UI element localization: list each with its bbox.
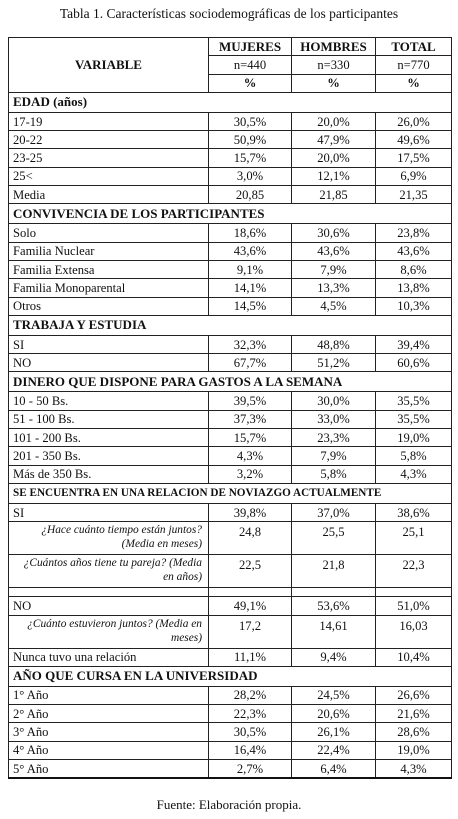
demographics-table xyxy=(8,37,452,779)
value-mujeres: 3,2% xyxy=(209,465,292,483)
row-label: Familia Extensa xyxy=(9,260,209,278)
value-mujeres: 43,6% xyxy=(209,242,292,260)
table-body xyxy=(9,92,452,778)
value-hombres: 25,5 xyxy=(292,522,376,555)
value-total: 23,8% xyxy=(376,224,452,242)
table-caption: Tabla 1. Características sociodemográficas de los participantes xyxy=(59,6,399,21)
row-label: 2° Año xyxy=(9,705,209,723)
row-label: Familia Monoparental xyxy=(9,279,209,297)
column-header-total: TOTAL xyxy=(376,38,452,56)
row-label: 4° Año xyxy=(9,741,209,759)
section-title: AÑO QUE CURSA EN LA UNIVERSIDAD xyxy=(9,666,452,686)
value-total: 38,6% xyxy=(376,503,452,521)
value-total: 16,03 xyxy=(376,615,452,648)
table-row xyxy=(9,410,452,428)
value-hombres: 47,9% xyxy=(292,131,376,149)
value-total: 21,6% xyxy=(376,705,452,723)
value-total: 35,5% xyxy=(376,410,452,428)
column-header-hombres: HOMBRES xyxy=(292,38,376,56)
value-total: 4,3% xyxy=(376,760,452,779)
value-total: 6,9% xyxy=(376,167,452,185)
row-label: 25< xyxy=(9,167,209,185)
value-hombres: 21,85 xyxy=(292,186,376,204)
value-hombres: 30,0% xyxy=(292,392,376,410)
value-mujeres: 4,3% xyxy=(209,447,292,465)
row-label: 101 - 200 Bs. xyxy=(9,429,209,447)
value-hombres: 5,8% xyxy=(292,465,376,483)
value-hombres: 14,61 xyxy=(292,615,376,648)
row-label: 1° Año xyxy=(9,686,209,704)
table-row xyxy=(9,465,452,483)
section-header-row xyxy=(9,666,452,686)
value-hombres: 51,2% xyxy=(292,354,376,372)
table-footer: Fuente: Elaboración propia. xyxy=(156,797,302,812)
value-total: 10,4% xyxy=(376,648,452,666)
value-total: 43,6% xyxy=(376,242,452,260)
value-total: 26,0% xyxy=(376,112,452,130)
value-hombres: 53,6% xyxy=(292,597,376,615)
value-total: 49,6% xyxy=(376,131,452,149)
row-label: SI xyxy=(9,503,209,521)
value-mujeres: 17,2 xyxy=(209,615,292,648)
sample-size-mujeres: n=440 xyxy=(209,56,292,74)
value-total: 60,6% xyxy=(376,354,452,372)
value-mujeres: 37,3% xyxy=(209,410,292,428)
value-mujeres: 30,5% xyxy=(209,723,292,741)
value-mujeres: 24,8 xyxy=(209,522,292,555)
unit-mujeres: % xyxy=(209,74,292,92)
value-hombres: 48,8% xyxy=(292,335,376,353)
table-row xyxy=(9,522,452,555)
section-header-row xyxy=(9,315,452,335)
value-total: 26,6% xyxy=(376,686,452,704)
row-label: SI xyxy=(9,335,209,353)
row-sublabel: ¿Cuántos años tiene tu pareja? (Media en años) xyxy=(9,555,209,588)
value-mujeres: 28,2% xyxy=(209,686,292,704)
table-row xyxy=(9,705,452,723)
row-label: 3° Año xyxy=(9,723,209,741)
value-total: 19,0% xyxy=(376,429,452,447)
table-row xyxy=(9,335,452,353)
value-hombres: 6,4% xyxy=(292,760,376,779)
value-hombres: 24,5% xyxy=(292,686,376,704)
value-hombres: 12,1% xyxy=(292,167,376,185)
value-mujeres: 2,7% xyxy=(209,760,292,779)
value-total: 5,8% xyxy=(376,447,452,465)
row-sublabel: ¿Hace cuánto tiempo están juntos? (Media en meses) xyxy=(9,522,209,555)
row-label: Nunca tuvo una relación xyxy=(9,648,209,666)
row-label: 20-22 xyxy=(9,131,209,149)
value-hombres: 33,0% xyxy=(292,410,376,428)
value-mujeres: 3,0% xyxy=(209,167,292,185)
section-title: TRABAJA Y ESTUDIA xyxy=(9,315,452,335)
value-hombres: 7,9% xyxy=(292,447,376,465)
value-total: 22,3 xyxy=(376,555,452,588)
value-hombres: 4,5% xyxy=(292,297,376,315)
sample-size-hombres: n=330 xyxy=(292,56,376,74)
table-row xyxy=(9,167,452,185)
table-row xyxy=(9,741,452,759)
value-total: 13,8% xyxy=(376,279,452,297)
value-total: 28,6% xyxy=(376,723,452,741)
table-row xyxy=(9,447,452,465)
value-mujeres: 49,1% xyxy=(209,597,292,615)
row-label: 23-25 xyxy=(9,149,209,167)
column-header-mujeres: MUJERES xyxy=(209,38,292,56)
spacer-cell xyxy=(9,588,209,597)
table-row xyxy=(9,297,452,315)
value-mujeres: 15,7% xyxy=(209,149,292,167)
table-row xyxy=(9,429,452,447)
value-mujeres: 18,6% xyxy=(209,224,292,242)
value-mujeres: 14,1% xyxy=(209,279,292,297)
value-hombres: 20,0% xyxy=(292,112,376,130)
value-hombres: 37,0% xyxy=(292,503,376,521)
value-hombres: 23,3% xyxy=(292,429,376,447)
row-label: 201 - 350 Bs. xyxy=(9,447,209,465)
value-hombres: 43,6% xyxy=(292,242,376,260)
value-mujeres: 50,9% xyxy=(209,131,292,149)
section-title: EDAD (años) xyxy=(9,92,452,112)
spacer-cell xyxy=(292,588,376,597)
value-mujeres: 20,85 xyxy=(209,186,292,204)
value-mujeres: 39,8% xyxy=(209,503,292,521)
value-hombres: 13,3% xyxy=(292,279,376,297)
table-row xyxy=(9,354,452,372)
section-title: SE ENCUENTRA EN UNA RELACION DE NOVIAZGO ACTUALMENTE xyxy=(9,483,452,503)
table-row xyxy=(9,392,452,410)
value-total: 51,0% xyxy=(376,597,452,615)
spacer-cell xyxy=(209,588,292,597)
table-row xyxy=(9,242,452,260)
section-header-row xyxy=(9,204,452,224)
table-row xyxy=(9,615,452,648)
value-total: 4,3% xyxy=(376,465,452,483)
row-sublabel: ¿Cuánto estuvieron juntos? (Media en meses) xyxy=(9,615,209,648)
row-label: Familia Nuclear xyxy=(9,242,209,260)
table-row xyxy=(9,149,452,167)
sample-size-total: n=770 xyxy=(376,56,452,74)
value-hombres: 26,1% xyxy=(292,723,376,741)
unit-hombres: % xyxy=(292,74,376,92)
value-total: 17,5% xyxy=(376,149,452,167)
section-title: CONVIVENCIA DE LOS PARTICIPANTES xyxy=(9,204,452,224)
value-hombres: 21,8 xyxy=(292,555,376,588)
value-hombres: 20,6% xyxy=(292,705,376,723)
row-label: Media xyxy=(9,186,209,204)
value-mujeres: 32,3% xyxy=(209,335,292,353)
table-row xyxy=(9,648,452,666)
value-total: 39,4% xyxy=(376,335,452,353)
value-mujeres: 22,3% xyxy=(209,705,292,723)
table-row xyxy=(9,224,452,242)
value-mujeres: 67,7% xyxy=(209,354,292,372)
value-total: 10,3% xyxy=(376,297,452,315)
value-total: 25,1 xyxy=(376,522,452,555)
value-total: 8,6% xyxy=(376,260,452,278)
value-hombres: 30,6% xyxy=(292,224,376,242)
table-row xyxy=(9,131,452,149)
value-mujeres: 16,4% xyxy=(209,741,292,759)
value-hombres: 20,0% xyxy=(292,149,376,167)
table-row xyxy=(9,555,452,588)
row-label: Más de 350 Bs. xyxy=(9,465,209,483)
table-row xyxy=(9,723,452,741)
value-mujeres: 22,5 xyxy=(209,555,292,588)
section-title: DINERO QUE DISPONE PARA GASTOS A LA SEMANA xyxy=(9,372,452,392)
value-mujeres: 9,1% xyxy=(209,260,292,278)
value-mujeres: 39,5% xyxy=(209,392,292,410)
value-mujeres: 11,1% xyxy=(209,648,292,666)
row-label: 17-19 xyxy=(9,112,209,130)
value-mujeres: 15,7% xyxy=(209,429,292,447)
value-total: 21,35 xyxy=(376,186,452,204)
table-row xyxy=(9,279,452,297)
table-row xyxy=(9,186,452,204)
section-header-row xyxy=(9,372,452,392)
section-header-row xyxy=(9,483,452,503)
table-row xyxy=(9,686,452,704)
table-row xyxy=(9,760,452,779)
spacer-row xyxy=(9,588,452,597)
value-mujeres: 30,5% xyxy=(209,112,292,130)
variable-header: VARIABLE xyxy=(9,38,209,93)
table-row xyxy=(9,112,452,130)
table-row xyxy=(9,597,452,615)
value-hombres: 22,4% xyxy=(292,741,376,759)
value-mujeres: 14,5% xyxy=(209,297,292,315)
row-label: 10 - 50 Bs. xyxy=(9,392,209,410)
row-label: Otros xyxy=(9,297,209,315)
value-hombres: 7,9% xyxy=(292,260,376,278)
section-header-row xyxy=(9,92,452,112)
row-label: 5° Año xyxy=(9,760,209,779)
value-hombres: 9,4% xyxy=(292,648,376,666)
row-label: Solo xyxy=(9,224,209,242)
row-label: NO xyxy=(9,354,209,372)
unit-total: % xyxy=(376,74,452,92)
row-label: NO xyxy=(9,597,209,615)
value-total: 35,5% xyxy=(376,392,452,410)
table-row xyxy=(9,260,452,278)
value-total: 19,0% xyxy=(376,741,452,759)
spacer-cell xyxy=(376,588,452,597)
row-label: 51 - 100 Bs. xyxy=(9,410,209,428)
table-row xyxy=(9,503,452,521)
